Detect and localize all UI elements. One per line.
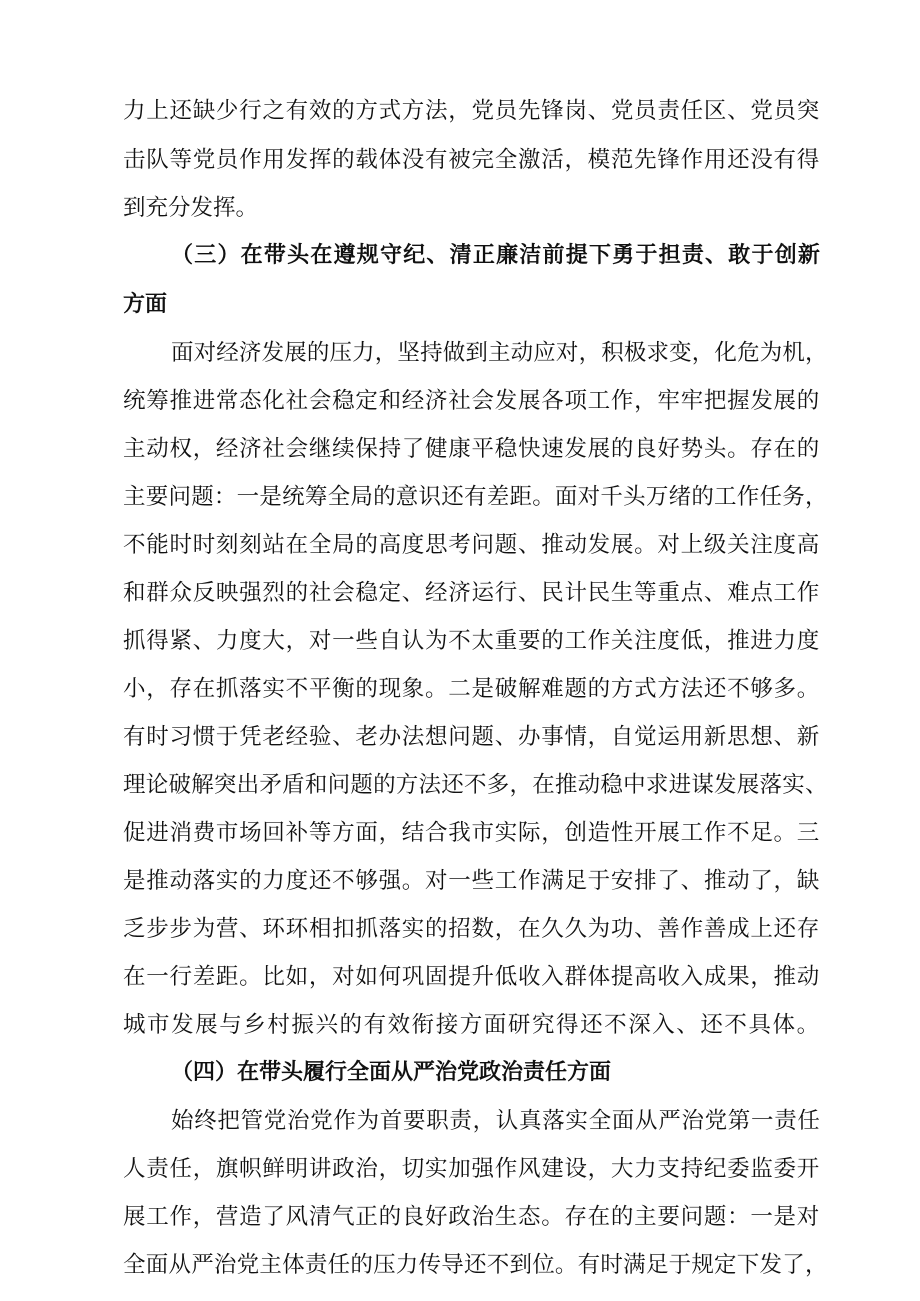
paragraph-line: 促进消费市场回补等方面，结合我市实际，创造性开展工作不足。三 [123,820,821,846]
paragraph-line: 展工作，营造了风清气正的良好政治生态。存在的主要问题：一是对 [123,1204,821,1230]
paragraph-line: 抓得紧、力度大，对一些自认为不太重要的工作关注度低，推进力度 [123,628,821,654]
paragraph-line: 统筹推进常态化社会稳定和经济社会发展各项工作，牢牢把握发展的 [123,388,821,414]
paragraph-line: 和群众反映强烈的社会稳定、经济运行、民计民生等重点、难点工作 [123,580,821,606]
paragraph-line: 乏步步为营、环环相扣抓落实的招数，在久久为功、善作善成上还存 [123,916,821,942]
paragraph-line: 人责任，旗帜鲜明讲政治，切实加强作风建设，大力支持纪委监委开 [123,1156,821,1182]
paragraph-line: 面对经济发展的压力，坚持做到主动应对，积极求变，化危为机， [171,340,828,366]
paragraph-line: 理论破解突出矛盾和问题的方法还不多，在推动稳中求进谋发展落实、 [123,772,828,798]
paragraph-line: 在一行差距。比如，对如何巩固提升低收入群体提高收入成果，推动 [123,964,821,990]
paragraph-line: 不能时时刻刻站在全局的高度思考问题、推动发展。对上级关注度高 [123,532,821,558]
paragraph-line: 是推动落实的力度还不够强。对一些工作满足于安排了、推动了，缺 [123,868,821,894]
paragraph-line: 主动权，经济社会继续保持了健康平稳快速发展的良好势头。存在的 [123,436,821,462]
paragraph-line: 全面从严治党主体责任的压力传导还不到位。有时满足于规定下发了， [123,1252,828,1278]
paragraph-line: 击队等党员作用发挥的载体没有被完全激活，模范先锋作用还没有得 [123,147,821,173]
paragraph-line: 到充分发挥。 [123,195,259,221]
paragraph-line: 小，存在抓落实不平衡的现象。二是破解难题的方式方法还不够多。 [123,676,821,702]
paragraph-line: 力上还缺少行之有效的方式方法，党员先锋岗、党员责任区、党员突 [123,98,821,124]
section-heading: （三）在带头在遵规守纪、清正廉洁前提下勇于担责、敢于创新 [171,243,822,268]
paragraph-line: 主要问题：一是统筹全局的意识还有差距。面对千头万绪的工作任务， [123,484,828,510]
section-heading: 方面 [123,292,168,317]
paragraph-line: 有时习惯于凭老经验、老办法想问题、办事情，自觉运用新思想、新 [123,724,821,750]
paragraph-line: 始终把管党治党作为首要职责，认真落实全面从严治党第一责任 [171,1108,821,1134]
paragraph-line: 城市发展与乡村振兴的有效衔接方面研究得还不深入、还不具体。 [123,1012,821,1038]
section-heading: （四）在带头履行全面从严治党政治责任方面 [171,1060,612,1085]
